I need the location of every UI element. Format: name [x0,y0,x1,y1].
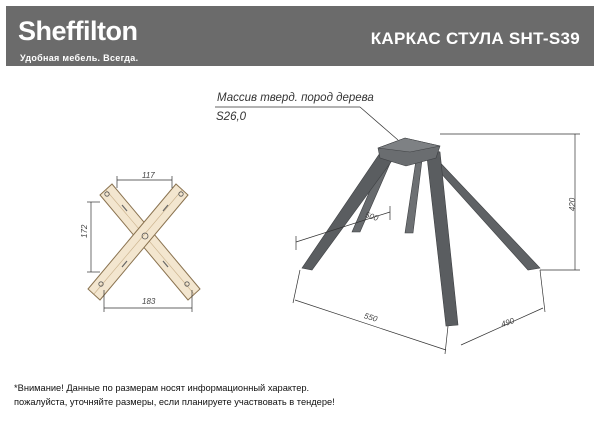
top-view-cross [88,184,200,300]
section-label: S26,0 [216,111,247,123]
header-bar [6,6,594,66]
dim-490: 490 [499,316,516,329]
dim-top-bottom: 183 [142,297,156,306]
dim-500: 500 [363,210,380,223]
dim-height: 420 [568,197,578,212]
disclaimer-line-2: пожалуйста, уточняйте размеры, если планируете участвовать в тендере! [14,397,335,407]
dim-top-height: 172 [80,224,89,238]
material-label: Массив тверд. пород дерева [217,92,374,104]
disclaimer-note [14,381,335,409]
brand-logo: Sheffilton [18,16,138,46]
disclaimer-line-1: *Внимание! Данные по размерам носят информационный характер. [14,383,310,393]
dim-top-width: 117 [142,171,155,180]
chair-frame-3d [302,138,540,326]
technical-drawing [0,66,600,376]
brand-tagline: Удобная мебель. Всегда. [20,53,139,63]
dim-550: 550 [362,311,379,324]
product-title: КАРКАС СТУЛА SHT-S39 [370,29,580,48]
